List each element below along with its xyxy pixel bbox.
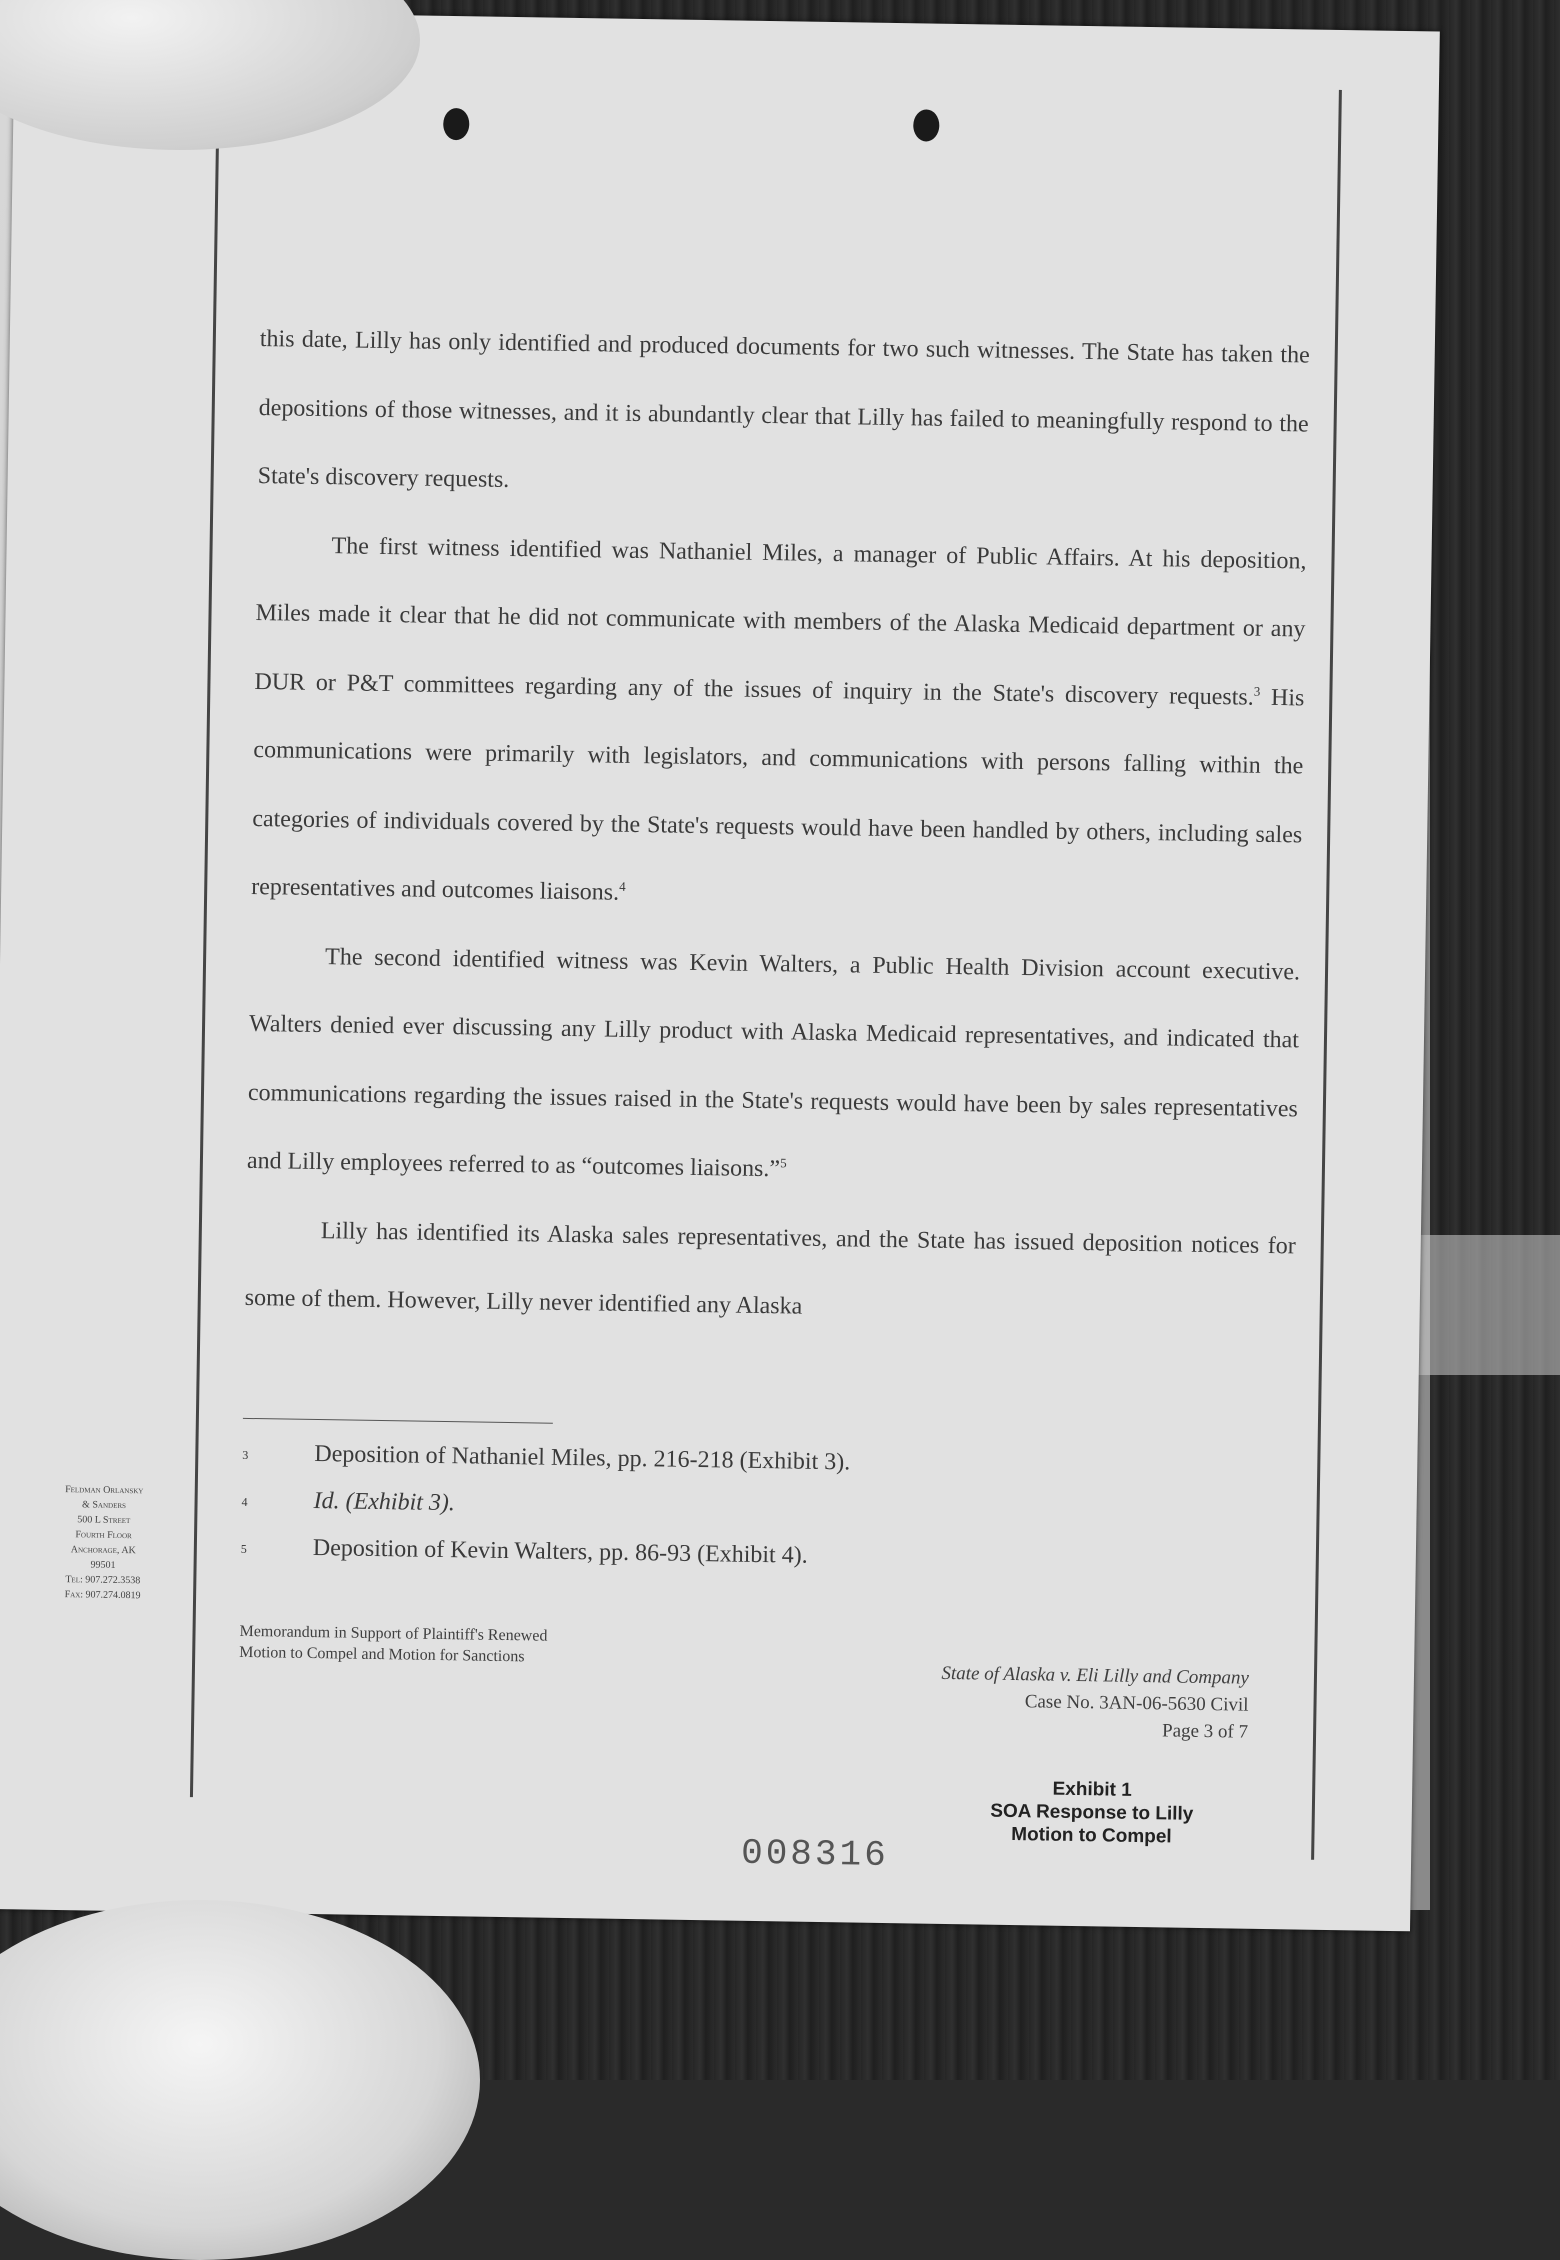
paragraph-text: this date, Lilly has only identified and produced documents for two such witnesses. The State has taken the depositions of those witnesses, and it is abundantly clear that Lilly has failed to meaningfully respond to the State's discovery requests.	[257, 326, 1310, 493]
memo-line: Motion to Compel and Motion for Sanctions	[239, 1643, 525, 1666]
law-firm-block	[15, 1481, 192, 1604]
footnote-text: Id. (Exhibit 3).	[313, 1487, 456, 1517]
memo-caption	[239, 1621, 760, 1671]
firm-line: 500 L Street	[77, 1514, 131, 1527]
punch-hole	[913, 109, 939, 141]
footnote-number: 3	[242, 1447, 249, 1462]
paragraph-text: His communications were primarily with legislators, and communications with persons falling within the categories of individuals covered by the State's requests would have been handled by others, including sales representatives and outcomes liaisons.	[251, 684, 1305, 906]
right-margin-rule	[1311, 90, 1342, 1860]
firm-line: Tel: 907.272.3538	[65, 1574, 141, 1587]
paragraph	[246, 921, 1300, 1211]
document-page	[0, 9, 1440, 1931]
paragraph	[244, 1195, 1296, 1348]
exhibit-stamp	[946, 1776, 1237, 1850]
case-title: State of Alaska v. Eli Lilly and Company	[941, 1662, 1250, 1689]
case-caption	[808, 1658, 1249, 1746]
firm-line: & Sanders	[82, 1499, 127, 1512]
body-text	[244, 305, 1310, 1349]
firm-line: Anchorage, AK	[70, 1544, 136, 1557]
firm-line: Feldman Orlansky	[65, 1484, 144, 1497]
firm-line: Fax: 907.274.0819	[64, 1589, 141, 1602]
footnotes	[240, 1431, 1142, 1586]
footnote-ref: 5	[780, 1155, 787, 1171]
stamp-line: Exhibit 1	[1052, 1778, 1132, 1801]
paragraph	[251, 510, 1307, 937]
case-number: Case No. 3AN-06-5630 Civil	[1024, 1691, 1249, 1716]
footnote-number: 4	[241, 1494, 248, 1509]
paragraph-text: The second identified witness was Kevin Walters, a Public Health Division account executive. Walters denied ever discussing any Lilly product with Alaska Medicaid representatives, and indicated that communications regarding the issues raised in the State's requests would have been by sales representatives and Lilly employees referred to as “outcomes liaisons.”	[246, 943, 1301, 1183]
firm-line: 99501	[90, 1559, 116, 1571]
footnote-text: Deposition of Kevin Walters, pp. 86-93 (Exhibit 4).	[312, 1534, 808, 1569]
memo-line: Memorandum in Support of Plaintiff's Renewed	[239, 1622, 548, 1645]
paragraph-text: Lilly has identified its Alaska sales representatives, and the State has issued deposition notices for some of them. However, Lilly never identified any Alaska	[244, 1217, 1296, 1320]
footnote-number: 5	[240, 1541, 247, 1556]
left-margin-rule	[190, 97, 220, 1797]
bates-number: 008316	[740, 1832, 890, 1877]
punch-hole	[443, 108, 469, 140]
page-number: Page 3 of 7	[1161, 1720, 1249, 1743]
stamp-line: Motion to Compel	[1011, 1823, 1172, 1848]
paragraph	[257, 305, 1310, 527]
footnote-divider	[243, 1418, 553, 1424]
firm-line: Fourth Floor	[75, 1529, 132, 1542]
paragraph-text: The first witness identified was Nathaniel Miles, a manager of Public Affairs. At his deposition, Miles made it clear that he did not communicate with members of the Alaska Medicaid department or any DUR or P&T committees regarding any of the issues of inquiry in the State's discovery requests.	[254, 532, 1307, 711]
stamp-line: SOA Response to Lilly	[990, 1800, 1194, 1825]
footnote-ref: 3	[1253, 683, 1261, 699]
footnote-ref: 4	[619, 878, 626, 894]
footnote-text: Deposition of Nathaniel Miles, pp. 216-218 (Exhibit 3).	[314, 1441, 851, 1476]
